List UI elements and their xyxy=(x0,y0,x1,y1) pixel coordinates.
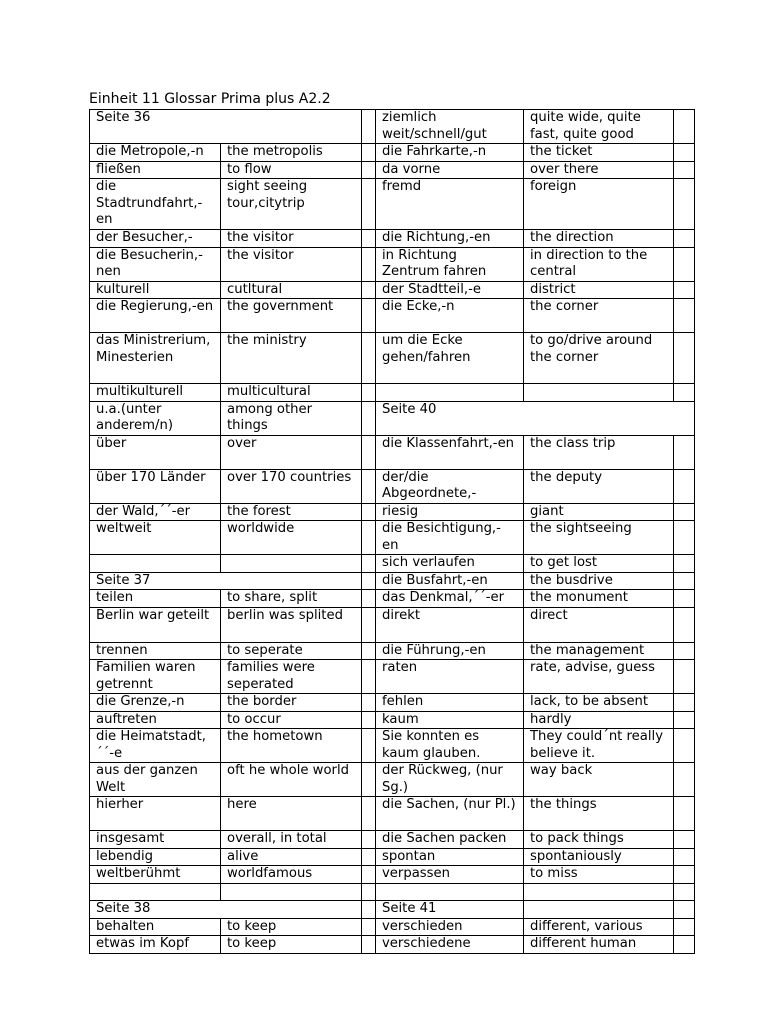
german-term-cell: das Ministrerium, Minesterien xyxy=(90,333,221,384)
english-term-cell: to get lost xyxy=(524,555,674,573)
spacer-cell xyxy=(362,384,376,402)
german-term-cell: die Besichtigung,-en xyxy=(376,521,524,555)
german-term-cell: direkt xyxy=(376,607,524,642)
german-term-cell: raten xyxy=(376,660,524,694)
spacer-cell xyxy=(674,469,695,503)
spacer-cell xyxy=(362,694,376,712)
table-row xyxy=(90,144,695,162)
german-term-cell: verpassen xyxy=(376,866,524,884)
german-term-cell: verschieden xyxy=(376,918,524,936)
table-row xyxy=(90,831,695,849)
spacer-cell xyxy=(674,281,695,299)
spacer-cell xyxy=(674,900,695,918)
table-row xyxy=(90,918,695,936)
english-term-cell: over xyxy=(221,435,362,469)
german-term-cell: der Besucher,- xyxy=(90,230,221,248)
german-term-cell: der/die Abgeordnete,- xyxy=(376,469,524,503)
table-row xyxy=(90,469,695,503)
english-term-cell: the border xyxy=(221,694,362,712)
spacer-cell xyxy=(362,110,376,144)
german-term-cell xyxy=(376,384,524,402)
table-row xyxy=(90,936,695,954)
german-term-cell: insgesamt xyxy=(90,831,221,849)
german-term-cell xyxy=(90,883,221,900)
spacer-cell xyxy=(674,555,695,573)
english-term-cell xyxy=(524,900,674,918)
english-term-cell: the things xyxy=(524,797,674,831)
german-term-cell: fließen xyxy=(90,161,221,179)
english-term-cell: hardly xyxy=(524,711,674,729)
german-term-cell: Berlin war geteilt xyxy=(90,607,221,642)
english-term-cell: the monument xyxy=(524,590,674,608)
spacer-cell xyxy=(362,918,376,936)
spacer-cell xyxy=(674,848,695,866)
table-row xyxy=(90,435,695,469)
english-term-cell: foreign xyxy=(524,179,674,230)
english-term-cell: the visitor xyxy=(221,230,362,248)
english-term-cell: the metropolis xyxy=(221,144,362,162)
german-term-cell: Sie konnten es kaum glauben. xyxy=(376,729,524,763)
german-term-cell: kaum xyxy=(376,711,524,729)
spacer-cell xyxy=(674,521,695,555)
german-term-cell: die Klassenfahrt,-en xyxy=(376,435,524,469)
german-term-cell: etwas im Kopf xyxy=(90,936,221,954)
german-term-cell: die Sachen packen xyxy=(376,831,524,849)
table-row xyxy=(90,281,695,299)
table-row xyxy=(90,729,695,763)
english-term-cell: direct xyxy=(524,607,674,642)
spacer-cell xyxy=(674,607,695,642)
spacer-cell xyxy=(362,711,376,729)
english-term-cell: among other things xyxy=(221,401,362,435)
table-row xyxy=(90,900,695,918)
spacer-cell xyxy=(362,469,376,503)
german-term-cell: die Busfahrt,-en xyxy=(376,572,524,590)
english-term-cell: to keep xyxy=(221,936,362,954)
english-term-cell: the visitor xyxy=(221,247,362,281)
spacer-cell xyxy=(362,161,376,179)
english-term-cell: the deputy xyxy=(524,469,674,503)
german-term-cell: der Stadtteil,-e xyxy=(376,281,524,299)
table-row xyxy=(90,299,695,333)
german-term-cell: die Stadtrundfahrt,-en xyxy=(90,179,221,230)
german-term-cell xyxy=(90,555,221,573)
english-term-cell: giant xyxy=(524,503,674,521)
spacer-cell xyxy=(362,179,376,230)
spacer-cell xyxy=(674,333,695,384)
english-term-cell: the ticket xyxy=(524,144,674,162)
spacer-cell xyxy=(362,144,376,162)
spacer-cell xyxy=(674,763,695,797)
english-term-cell: berlin was splited xyxy=(221,607,362,642)
german-term-cell: die Besucherin,-nen xyxy=(90,247,221,281)
english-term-cell: different human xyxy=(524,936,674,954)
table-row xyxy=(90,797,695,831)
spacer-cell xyxy=(362,401,376,435)
english-term-cell: the hometown xyxy=(221,729,362,763)
german-term-cell: u.a.(unter anderem/n) xyxy=(90,401,221,435)
english-term-cell: district xyxy=(524,281,674,299)
german-term-cell: der Rückweg, (nur Sg.) xyxy=(376,763,524,797)
spacer-cell xyxy=(362,435,376,469)
german-term-cell: riesig xyxy=(376,503,524,521)
german-term-cell: da vorne xyxy=(376,161,524,179)
table-row xyxy=(90,401,695,435)
spacer-cell xyxy=(362,555,376,573)
english-term-cell: spontaniously xyxy=(524,848,674,866)
german-term-cell: kulturell xyxy=(90,281,221,299)
spacer-cell xyxy=(674,711,695,729)
table-row xyxy=(90,590,695,608)
section-heading-cell: Seite 37 xyxy=(90,572,362,590)
english-term-cell: to occur xyxy=(221,711,362,729)
english-term-cell: the busdrive xyxy=(524,572,674,590)
german-term-cell: Familien waren getrennt xyxy=(90,660,221,694)
section-heading-cell: Seite 36 xyxy=(90,110,362,144)
english-term-cell xyxy=(524,384,674,402)
spacer-cell xyxy=(674,866,695,884)
spacer-cell xyxy=(674,729,695,763)
table-row xyxy=(90,848,695,866)
spacer-cell xyxy=(674,883,695,900)
german-term-cell: um die Ecke gehen/fahren xyxy=(376,333,524,384)
english-term-cell: worldfamous xyxy=(221,866,362,884)
spacer-cell xyxy=(362,521,376,555)
english-term-cell: the management xyxy=(524,642,674,660)
german-term-cell: das Denkmal,´´-er xyxy=(376,590,524,608)
spacer-cell xyxy=(362,729,376,763)
spacer-cell xyxy=(674,936,695,954)
english-term-cell: way back xyxy=(524,763,674,797)
english-term-cell: rate, advise, guess xyxy=(524,660,674,694)
spacer-cell xyxy=(674,642,695,660)
german-term-cell: verschiedene xyxy=(376,936,524,954)
english-term-cell: the class trip xyxy=(524,435,674,469)
spacer-cell xyxy=(362,607,376,642)
spacer-cell xyxy=(674,694,695,712)
english-term-cell: lack, to be absent xyxy=(524,694,674,712)
english-term-cell: to miss xyxy=(524,866,674,884)
spacer-cell xyxy=(362,763,376,797)
english-term-cell: overall, in total xyxy=(221,831,362,849)
german-term-cell: weltweit xyxy=(90,521,221,555)
german-term-cell: lebendig xyxy=(90,848,221,866)
table-row xyxy=(90,384,695,402)
english-term-cell: to flow xyxy=(221,161,362,179)
table-row xyxy=(90,161,695,179)
spacer-cell xyxy=(362,247,376,281)
english-term-cell: to share, split xyxy=(221,590,362,608)
spacer-cell xyxy=(674,247,695,281)
spacer-cell xyxy=(674,918,695,936)
german-term-cell: die Sachen, (nur Pl.) xyxy=(376,797,524,831)
table-row xyxy=(90,883,695,900)
spacer-cell xyxy=(674,161,695,179)
spacer-cell xyxy=(674,299,695,333)
table-row xyxy=(90,572,695,590)
table-row xyxy=(90,642,695,660)
spacer-cell xyxy=(362,866,376,884)
german-term-cell: die Fahrkarte,-n xyxy=(376,144,524,162)
english-term-cell: families were seperated xyxy=(221,660,362,694)
table-row xyxy=(90,247,695,281)
german-term-cell: in Richtung Zentrum fahren xyxy=(376,247,524,281)
german-term-cell: multikulturell xyxy=(90,384,221,402)
table-row xyxy=(90,230,695,248)
spacer-cell xyxy=(362,230,376,248)
spacer-cell xyxy=(674,590,695,608)
table-row xyxy=(90,763,695,797)
english-term-cell: to go/drive around the corner xyxy=(524,333,674,384)
english-term-cell: alive xyxy=(221,848,362,866)
german-term-cell: trennen xyxy=(90,642,221,660)
english-term-cell: over 170 countries xyxy=(221,469,362,503)
german-term-cell: ziemlich weit/schnell/gut xyxy=(376,110,524,144)
english-term-cell: the government xyxy=(221,299,362,333)
spacer-cell xyxy=(362,797,376,831)
table-row xyxy=(90,503,695,521)
spacer-cell xyxy=(362,900,376,918)
spacer-cell xyxy=(674,384,695,402)
table-row xyxy=(90,521,695,555)
spacer-cell xyxy=(362,848,376,866)
table-row xyxy=(90,555,695,573)
spacer-cell xyxy=(674,831,695,849)
german-term-cell: die Heimatstadt,´´-e xyxy=(90,729,221,763)
german-term-cell xyxy=(376,883,524,900)
german-term-cell: die Richtung,-en xyxy=(376,230,524,248)
german-term-cell: die Ecke,-n xyxy=(376,299,524,333)
spacer-cell xyxy=(362,660,376,694)
english-term-cell: sight seeing tour,citytrip xyxy=(221,179,362,230)
spacer-cell xyxy=(362,883,376,900)
spacer-cell xyxy=(362,299,376,333)
german-term-cell: fremd xyxy=(376,179,524,230)
german-term-cell: auftreten xyxy=(90,711,221,729)
english-term-cell: over there xyxy=(524,161,674,179)
english-term-cell: to keep xyxy=(221,918,362,936)
spacer-cell xyxy=(362,831,376,849)
spacer-cell xyxy=(674,503,695,521)
english-term-cell: worldwide xyxy=(221,521,362,555)
table-row xyxy=(90,179,695,230)
german-term-cell: fehlen xyxy=(376,694,524,712)
english-term-cell: here xyxy=(221,797,362,831)
spacer-cell xyxy=(362,281,376,299)
german-term-cell: über 170 Länder xyxy=(90,469,221,503)
table-row xyxy=(90,333,695,384)
spacer-cell xyxy=(362,333,376,384)
english-term-cell: multicultural xyxy=(221,384,362,402)
german-term-cell: spontan xyxy=(376,848,524,866)
table-row xyxy=(90,110,695,144)
table-row xyxy=(90,607,695,642)
spacer-cell xyxy=(362,590,376,608)
german-term-cell: die Metropole,-n xyxy=(90,144,221,162)
english-term-cell: quite wide, quite fast, quite good xyxy=(524,110,674,144)
spacer-cell xyxy=(674,230,695,248)
table-row xyxy=(90,711,695,729)
table-row xyxy=(90,660,695,694)
english-term-cell: the ministry xyxy=(221,333,362,384)
german-term-cell: die Grenze,-n xyxy=(90,694,221,712)
german-term-cell: teilen xyxy=(90,590,221,608)
spacer-cell xyxy=(674,435,695,469)
table-row xyxy=(90,866,695,884)
english-term-cell xyxy=(524,883,674,900)
section-heading-cell: Seite 38 xyxy=(90,900,362,918)
english-term-cell: to pack things xyxy=(524,831,674,849)
english-term-cell: the corner xyxy=(524,299,674,333)
german-term-cell: die Regierung,-en xyxy=(90,299,221,333)
german-term-cell: aus der ganzen Welt xyxy=(90,763,221,797)
german-term-cell: behalten xyxy=(90,918,221,936)
spacer-cell xyxy=(362,936,376,954)
english-term-cell: They could´nt really believe it. xyxy=(524,729,674,763)
spacer-cell xyxy=(362,642,376,660)
english-term-cell: different, various xyxy=(524,918,674,936)
section-heading-cell: Seite 40 xyxy=(376,401,695,435)
german-term-cell: hierher xyxy=(90,797,221,831)
spacer-cell xyxy=(674,179,695,230)
german-term-cell: sich verlaufen xyxy=(376,555,524,573)
english-term-cell: to seperate xyxy=(221,642,362,660)
spacer-cell xyxy=(674,660,695,694)
spacer-cell xyxy=(362,503,376,521)
spacer-cell xyxy=(674,110,695,144)
glossary-table xyxy=(89,109,695,954)
german-term-cell: der Wald,´´-er xyxy=(90,503,221,521)
english-term-cell: cutltural xyxy=(221,281,362,299)
english-term-cell: in direction to the central xyxy=(524,247,674,281)
german-term-cell: weltberühmt xyxy=(90,866,221,884)
english-term-cell: the direction xyxy=(524,230,674,248)
english-term-cell: the forest xyxy=(221,503,362,521)
spacer-cell xyxy=(362,572,376,590)
spacer-cell xyxy=(674,572,695,590)
english-term-cell xyxy=(221,883,362,900)
german-term-cell: Seite 41 xyxy=(376,900,524,918)
german-term-cell: die Führung,-en xyxy=(376,642,524,660)
spacer-cell xyxy=(674,144,695,162)
english-term-cell: the sightseeing xyxy=(524,521,674,555)
document-title: Einheit 11 Glossar Prima plus A2.2 xyxy=(89,91,331,107)
spacer-cell xyxy=(674,797,695,831)
english-term-cell xyxy=(221,555,362,573)
english-term-cell: oft he whole world xyxy=(221,763,362,797)
table-row xyxy=(90,694,695,712)
german-term-cell: über xyxy=(90,435,221,469)
